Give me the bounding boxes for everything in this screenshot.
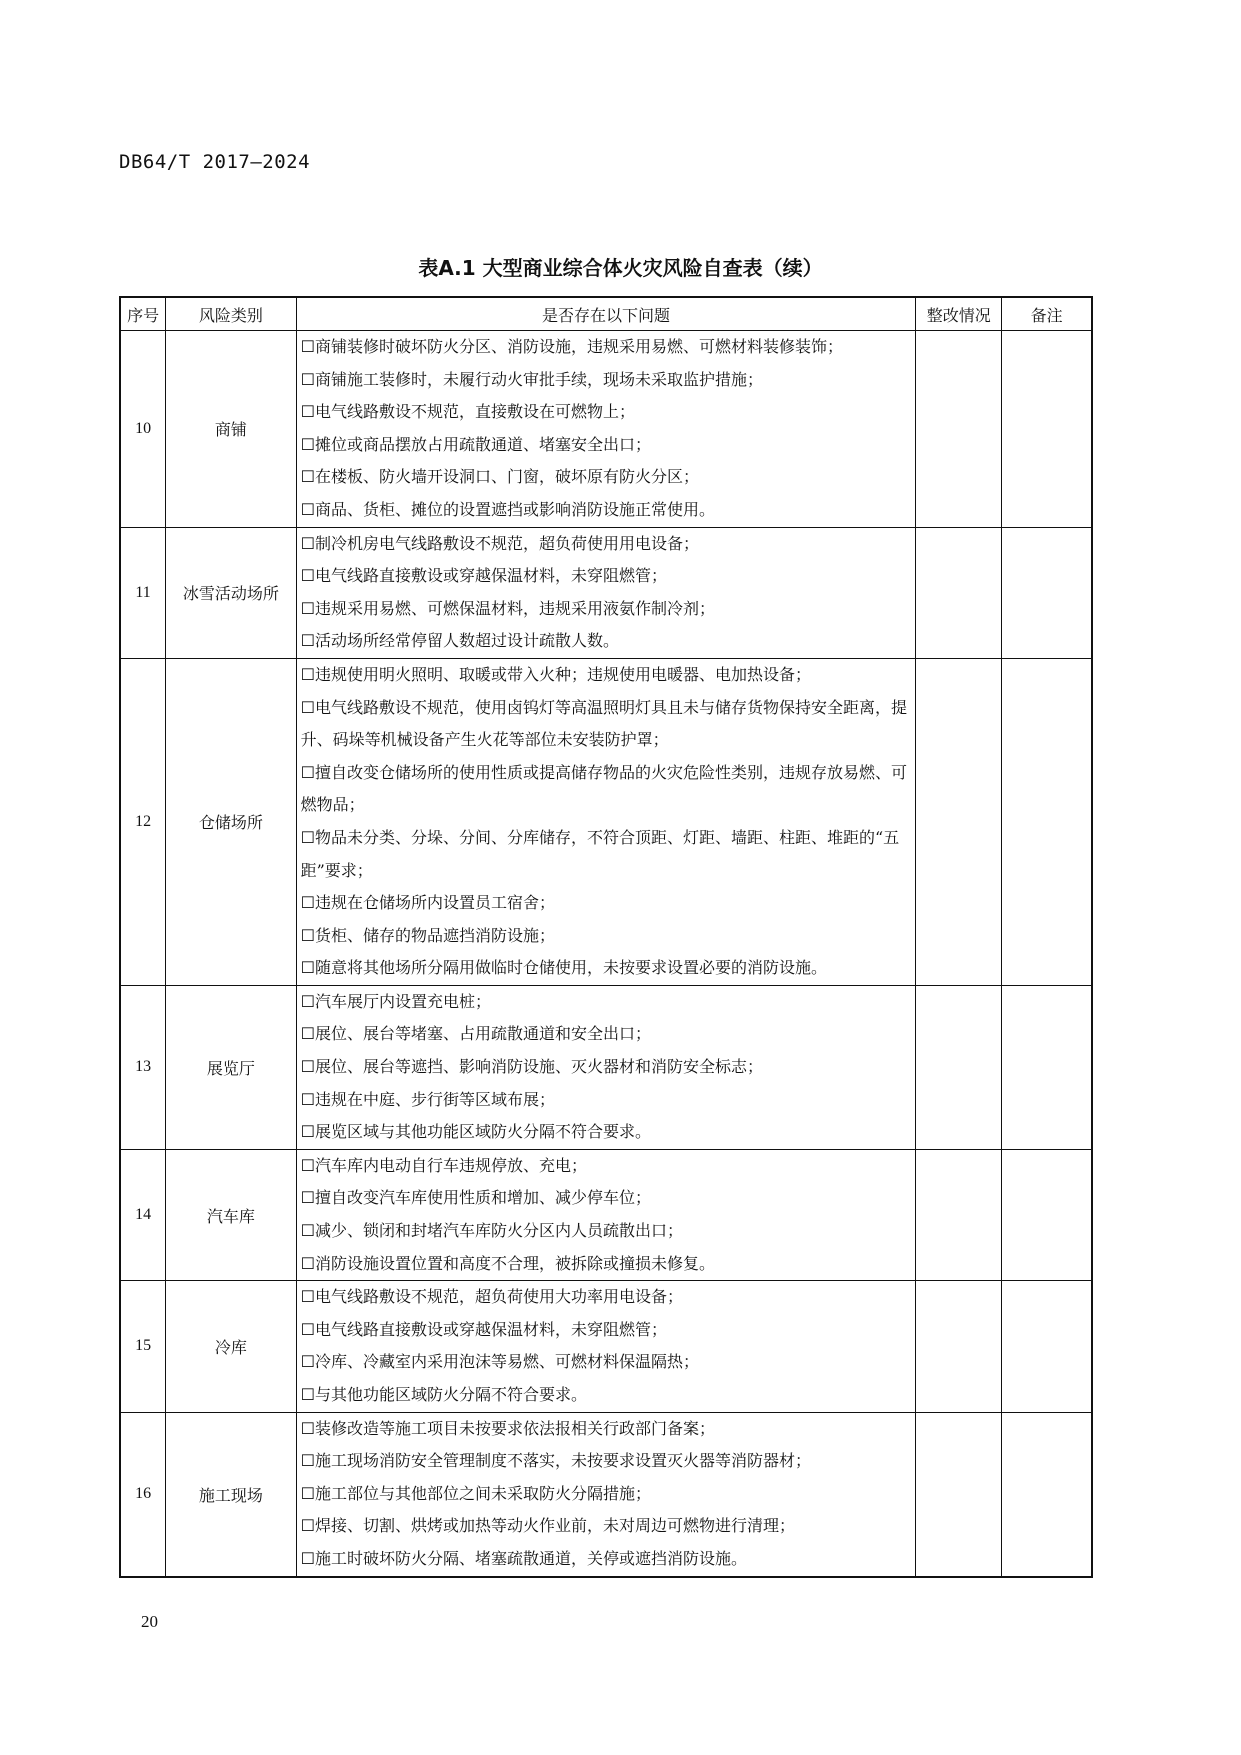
- issue-item: ☐商品、货柜、摊位的设置遮挡或影响消防设施正常使用。: [300, 499, 715, 519]
- issue-list: [296, 527, 916, 658]
- row-number: 15: [120, 1281, 166, 1412]
- column-header-no: 序号: [120, 297, 166, 331]
- table-row: [120, 331, 1092, 528]
- issue-item: ☐展位、展台等遮挡、影响消防设施、灭火器材和消防安全标志；: [300, 1057, 763, 1077]
- issue-item: ☐电气线路敷设不规范，超负荷使用大功率用电设备；: [300, 1287, 683, 1307]
- rectification-cell: [916, 527, 1002, 658]
- issue-item: ☐电气线路敷设不规范，直接敷设在可燃物上；: [300, 402, 635, 422]
- remarks-cell: [1002, 658, 1092, 985]
- issue-item: ☐擅自改变汽车库使用性质和增加、减少停车位；: [300, 1188, 651, 1208]
- issue-list: [296, 985, 916, 1149]
- issue-list: [296, 331, 916, 528]
- issue-item: ☐冷库、冷藏室内采用泡沫等易燃、可燃材料保温隔热；: [300, 1352, 699, 1372]
- issue-item: ☐活动场所经常停留人数超过设计疏散人数。: [300, 631, 619, 651]
- row-number: 11: [120, 527, 166, 658]
- issue-item: ☐商铺施工装修时，未履行动火审批手续，现场未采取监护措施；: [300, 369, 763, 389]
- issue-item: ☐装修改造等施工项目未按要求依法报相关行政部门备案；: [300, 1418, 715, 1438]
- rectification-cell: [916, 1281, 1002, 1412]
- risk-category: 施工现场: [166, 1412, 296, 1576]
- issue-list: [296, 1281, 916, 1412]
- risk-category: 展览厅: [166, 985, 296, 1149]
- issue-item: ☐在楼板、防火墙开设洞口、门窗，破坏原有防火分区；: [300, 467, 699, 487]
- issue-list: [296, 658, 916, 985]
- remarks-cell: [1002, 1149, 1092, 1280]
- row-number: 12: [120, 658, 166, 985]
- issue-item: ☐消防设施设置位置和高度不合理，被拆除或撞损未修复。: [300, 1253, 715, 1273]
- table-row: [120, 1149, 1092, 1280]
- issue-item: ☐货柜、储存的物品遮挡消防设施；: [300, 925, 555, 945]
- remarks-cell: [1002, 527, 1092, 658]
- issue-item: ☐汽车展厅内设置充电桩；: [300, 991, 491, 1011]
- issue-item: ☐展位、展台等堵塞、占用疏散通道和安全出口；: [300, 1024, 651, 1044]
- remarks-cell: [1002, 1281, 1092, 1412]
- table-title: 表A.1 大型商业综合体火灾风险自查表（续）: [418, 256, 823, 280]
- column-header-issues: 是否存在以下问题: [296, 297, 916, 331]
- table-row: [120, 1412, 1092, 1576]
- risk-category: 商铺: [166, 331, 296, 528]
- issue-item: ☐汽车库内电动自行车违规停放、充电；: [300, 1155, 587, 1175]
- issue-item: ☐违规采用易燃、可燃保温材料，违规采用液氨作制冷剂；: [300, 598, 715, 618]
- issue-item: ☐施工现场消防安全管理制度不落实，未按要求设置灭火器等消防器材；: [300, 1451, 811, 1471]
- issue-list: [296, 1412, 916, 1576]
- issue-item: ☐电气线路敷设不规范，使用卤钨灯等高温照明灯具且未与储存货物保持安全距离，提升、码垛等机械设备产生火花等部位未安装防护罩；: [300, 697, 907, 750]
- risk-checklist-table: [119, 296, 1093, 1578]
- issue-item: ☐违规在仓储场所内设置员工宿舍；: [300, 893, 555, 913]
- issue-item: ☐随意将其他场所分隔用做临时仓储使用，未按要求设置必要的消防设施。: [300, 958, 827, 978]
- table-header-row: [120, 297, 1092, 331]
- table-row: [120, 1281, 1092, 1412]
- issue-item: ☐施工部位与其他部位之间未采取防火分隔措施；: [300, 1483, 651, 1503]
- column-header-rectification: 整改情况: [916, 297, 1002, 331]
- issue-item: ☐违规在中庭、步行街等区域布展；: [300, 1089, 555, 1109]
- issue-item: ☐与其他功能区域防火分隔不符合要求。: [300, 1385, 587, 1404]
- issue-item: ☐擅自改变仓储场所的使用性质或提高储存物品的火灾危险性类别，违规存放易燃、可燃物品；: [300, 762, 907, 815]
- rectification-cell: [916, 1149, 1002, 1280]
- page-number: 20: [141, 1612, 158, 1631]
- issue-item: ☐摊位或商品摆放占用疏散通道、堵塞安全出口；: [300, 434, 651, 454]
- issue-item: ☐制冷机房电气线路敷设不规范，超负荷使用用电设备；: [300, 533, 699, 553]
- row-number: 16: [120, 1412, 166, 1576]
- remarks-cell: [1002, 331, 1092, 528]
- rectification-cell: [916, 1412, 1002, 1576]
- issue-item: ☐违规使用明火照明、取暖或带入火种；违规使用电暖器、电加热设备；: [300, 664, 811, 684]
- issue-item: ☐电气线路直接敷设或穿越保温材料，未穿阻燃管；: [300, 566, 667, 586]
- row-number: 14: [120, 1149, 166, 1280]
- issue-item: ☐商铺装修时破坏防火分区、消防设施，违规采用易燃、可燃材料装修装饰；: [300, 337, 843, 356]
- risk-category: 汽车库: [166, 1149, 296, 1280]
- issue-list: [296, 1149, 916, 1280]
- remarks-cell: [1002, 985, 1092, 1149]
- issue-item: ☐焊接、切割、烘烤或加热等动火作业前，未对周边可燃物进行清理；: [300, 1516, 795, 1536]
- rectification-cell: [916, 658, 1002, 985]
- issue-item: ☐展览区域与其他功能区域防火分隔不符合要求。: [300, 1122, 651, 1142]
- risk-category: 仓储场所: [166, 658, 296, 985]
- table-row: [120, 985, 1092, 1149]
- document-code: DB64/T 2017—2024: [119, 151, 311, 173]
- row-number: 10: [120, 331, 166, 528]
- issue-item: ☐减少、锁闭和封堵汽车库防火分区内人员疏散出口；: [300, 1221, 683, 1241]
- rectification-cell: [916, 985, 1002, 1149]
- remarks-cell: [1002, 1412, 1092, 1576]
- table-row: [120, 658, 1092, 985]
- risk-category: 冷库: [166, 1281, 296, 1412]
- issue-item: ☐施工时破坏防火分隔、堵塞疏散通道，关停或遮挡消防设施。: [300, 1548, 747, 1568]
- row-number: 13: [120, 985, 166, 1149]
- column-header-category: 风险类别: [166, 297, 296, 331]
- table-row: [120, 527, 1092, 658]
- risk-category: 冰雪活动场所: [166, 527, 296, 658]
- column-header-remarks: 备注: [1002, 297, 1092, 331]
- table-body: [120, 331, 1092, 1577]
- issue-item: ☐电气线路直接敷设或穿越保温材料，未穿阻燃管；: [300, 1319, 667, 1339]
- rectification-cell: [916, 331, 1002, 528]
- issue-item: ☐物品未分类、分垛、分间、分库储存，不符合顶距、灯距、墙距、柱距、堆距的“五距”要求；: [300, 827, 900, 880]
